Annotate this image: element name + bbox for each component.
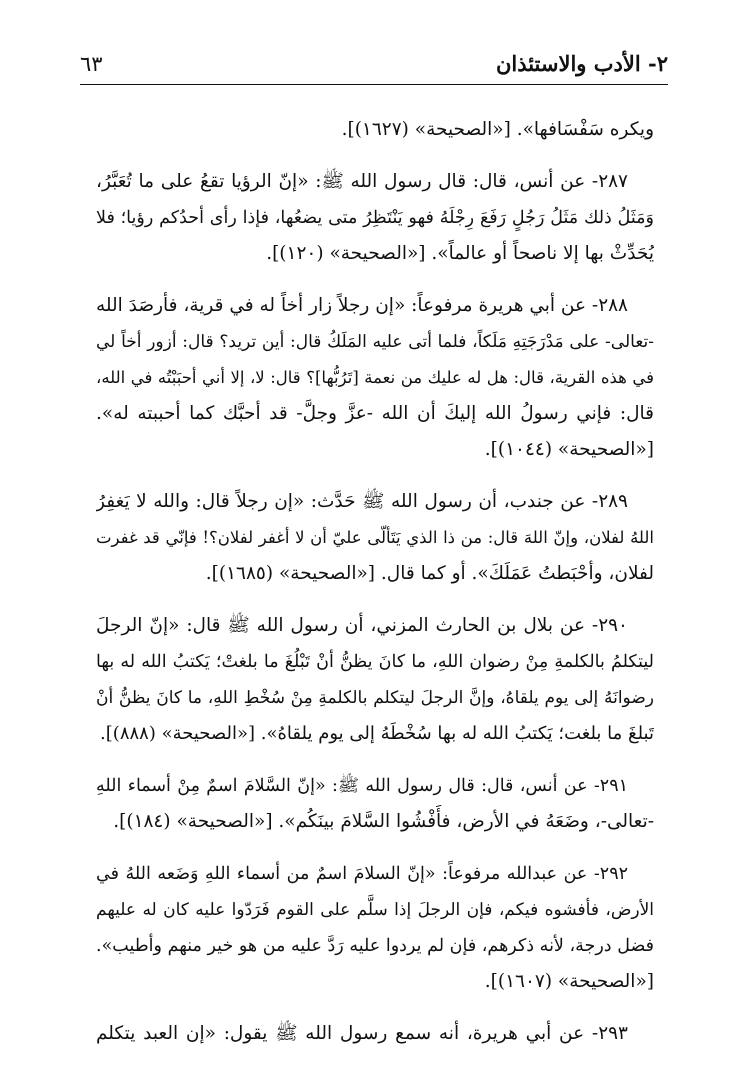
text-line: [«الصحيحة» (١٠٤٤)]. — [484, 439, 654, 460]
text-line: ٢٩٣- عن أبي هريرة، أنه سمع رسول الله ﷺ يقول: «إن العبد يتكلم — [96, 1023, 628, 1044]
text-line: قال: فإني رسولُ الله إليكَ أن الله -عزَّ وجلَّ- قد أحبَّك كما أحببته له». — [96, 403, 654, 424]
text-line: فضل درجة، لأنه ذكرهم، فإن لم يردوا عليه رَدَّ عليه من هو خير منهم وأطيب». — [96, 936, 654, 956]
hadith-293 — [96, 1016, 654, 1052]
text-line: في هذه القرية، قال: هل له عليك من نعمة [تَرُبُّها]؟ قال: لا، إلا أني أحبَبْتُه في الله، — [96, 368, 654, 387]
text-line: ليتكلمُ بالكلمةِ مِنْ رضوان اللهِ، ما كانَ يظنُّ أنْ تَبْلُغَ ما بلغتْ؛ يَكتبُ الله له بها — [96, 652, 654, 672]
paragraph — [96, 112, 654, 148]
header-divider — [80, 84, 668, 85]
text-line: تَبلغَ ما بلغت؛ يَكتبُ الله له بها سُخْطَهُ إلى يوم يلقاهُ». [«الصحيحة» (٨٨٨)]. — [100, 723, 654, 744]
text-line: ويكره سَفْسَافها». [«الصحيحة» (١٦٢٧)]. — [341, 119, 654, 140]
text-line: ٢٨٩- عن جندب، أن رسول الله ﷺ حَدَّث: «إن رجلاً قال: والله لا يَغفِرُ — [96, 491, 628, 512]
hadith-290 — [96, 608, 654, 752]
chapter-title: ٢- الأدب والاستئذان — [495, 51, 668, 76]
hadith-288 — [96, 288, 654, 468]
text-line: -تعالى- على مَدْرَجَتِهِ مَلَكاً، فلما أتى عليه المَلَكُ قال: أين تريد؟ قال: أزور أخاً لي — [96, 332, 654, 352]
page-body — [96, 112, 654, 1068]
running-header — [80, 40, 668, 80]
hadith-292 — [96, 856, 654, 1000]
page-number: ٦٣ — [80, 52, 103, 76]
text-line: ٢٩٠- عن بلال بن الحارث المزني، أن رسول الله ﷺ قال: «إنّ الرجلَ — [96, 615, 628, 636]
text-line: ٢٩١- عن أنس، قال: قال رسول الله ﷺ: «إنّ السَّلامَ اسمٌ مِنْ أسماء اللهِ — [96, 776, 628, 796]
text-line: [«الصحيحة» (١٦٠٧)]. — [484, 971, 654, 992]
text-line: وَمَثَلُ ذلك مَثَلُ رَجُلٍ رَفَعَ رِجْلَهُ فهو يَنْتَظِرُ متى يضعُها، فإذا رأى أحدُكم رؤيا؛ فلا — [96, 208, 654, 228]
text-line: ٢٨٧- عن أنس، قال: قال رسول الله ﷺ: «إنّ الرؤيا تقعُ على ما تُعَبَّرُ، — [96, 171, 628, 192]
text-line: لفلان، وأحْبَطتُ عَمَلَكَ». أو كما قال. [«الصحيحة» (١٦٨٥)]. — [205, 563, 654, 584]
text-line: الأرض، فأفشوه فيكم، فإن الرجلَ إذا سلَّم على القوم فَرَدّوا عليه كان له عليهم — [96, 900, 654, 920]
hadith-291 — [96, 768, 654, 840]
text-line: يُحَدِّثْ بها إلا ناصحاً أو عالماً». [«الصحيحة» (١٢٠)]. — [266, 243, 654, 264]
text-line: ٢٩٢- عن عبدالله مرفوعاً: «إنّ السلامَ اسمٌ من أسماء اللهِ وَضَعه اللهُ في — [96, 864, 628, 884]
text-line: ٢٨٨- عن أبي هريرة مرفوعاً: «إن رجلاً زار أخاً له في قرية، فأرصَدَ الله — [96, 295, 628, 316]
text-line: -تعالى-، وضَعَهُ في الأرض، فأَفْشُوا السَّلامَ بينَكُم». [«الصحيحة» (١٨٤)]. — [113, 811, 654, 832]
text-line: رضوانَهُ إلى يوم يلقاهُ، وإنَّ الرجلَ ليتكلم بالكلمةِ مِنْ سُخْطِ اللهِ، ما كانَ يظنُّ أنْ — [96, 688, 654, 708]
hadith-289 — [96, 484, 654, 592]
text-line: اللهُ لفلان، وإنّ اللهَ قال: من ذا الذي يَتَألّى عليّ أن لا أغفر لفلان؟! فإنّي قد غفرت — [96, 528, 654, 547]
hadith-287 — [96, 164, 654, 272]
